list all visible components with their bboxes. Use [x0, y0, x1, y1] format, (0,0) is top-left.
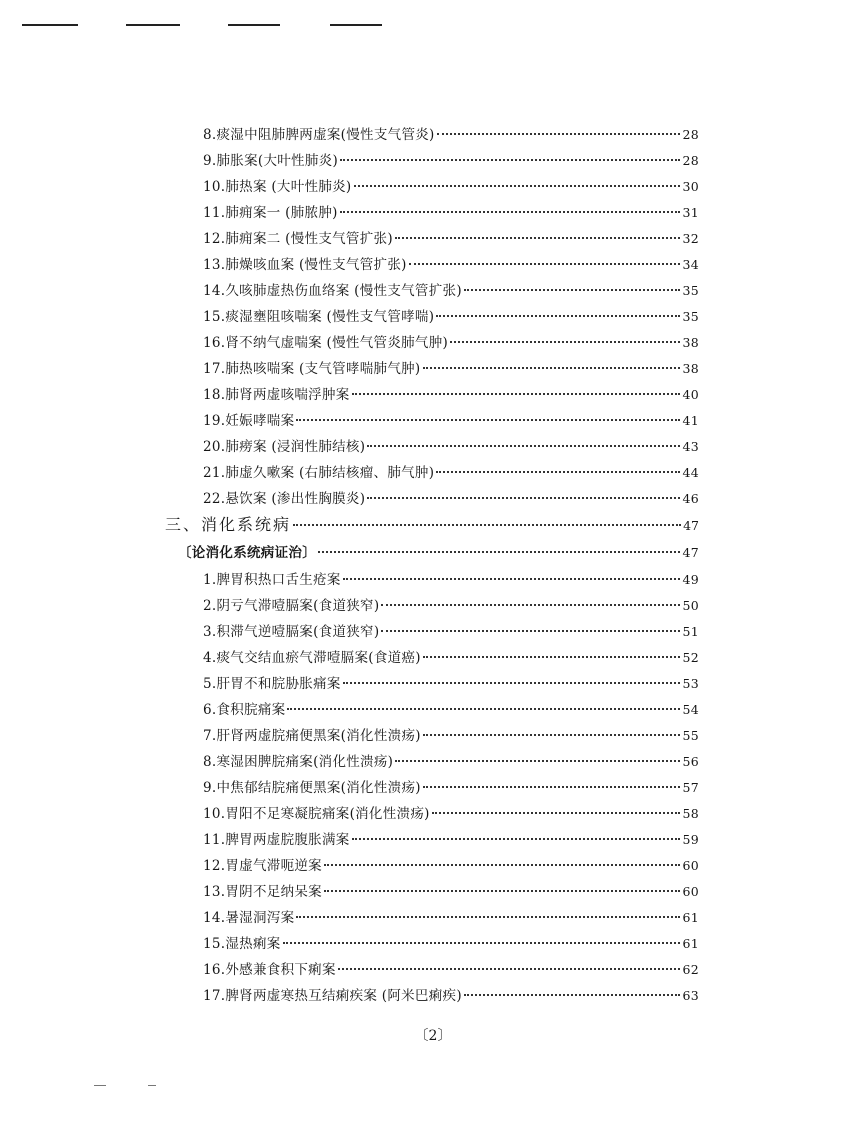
toc-entry-label: 6.食积脘痛案: [203, 702, 286, 718]
toc-entry-label: 16.肾不纳气虚喘案 (慢性气管炎肺气肿): [203, 335, 449, 351]
toc-entry-label: 13.肺燥咳血案 (慢性支气管扩张): [203, 257, 407, 273]
toc-entry[interactable]: [203, 386, 699, 404]
toc-entry[interactable]: [203, 831, 699, 849]
toc-entry-label: 20.肺痨案 (浸润性肺结核): [203, 439, 366, 455]
toc-entry[interactable]: [203, 126, 699, 144]
toc-entry[interactable]: [203, 204, 699, 222]
leader-dots: [296, 915, 680, 918]
toc-entry-label: 13.胃阴不足纳呆案: [203, 884, 322, 900]
leader-dots: [423, 733, 681, 736]
toc-entry[interactable]: [203, 883, 699, 901]
toc-entry[interactable]: [203, 438, 699, 456]
toc-entry[interactable]: [203, 987, 699, 1005]
leader-dots: [367, 444, 680, 447]
toc-entry-page: 30: [682, 179, 699, 194]
toc-entry-page: 59: [682, 832, 699, 847]
toc-entry-label: 15.痰湿壅阻咳喘案 (慢性支气管哮喘): [203, 309, 435, 325]
toc-entry-page: 46: [682, 491, 699, 506]
toc-entry-label: 11.肺痈案一 (肺脓肿): [203, 205, 338, 221]
leader-dots: [437, 132, 681, 135]
toc-entry-page: 35: [682, 283, 699, 298]
toc-entry[interactable]: [203, 675, 699, 693]
toc-entry-label: 21.肺虚久嗽案 (右肺结核瘤、肺气肿): [203, 465, 435, 481]
leader-dots: [395, 236, 681, 239]
toc-entry-page: 58: [682, 806, 699, 821]
toc-entry-page: 60: [682, 884, 699, 899]
toc-entry[interactable]: [203, 334, 699, 352]
leader-dots: [352, 837, 681, 840]
toc-entry-page: 51: [682, 624, 699, 639]
toc-entry-label: 14.暑湿洞泻案: [203, 910, 295, 926]
toc-entry[interactable]: [203, 779, 699, 797]
toc-entry-label: 10.胃阳不足寒凝脘痛案(消化性溃疡): [203, 806, 430, 822]
leader-dots: [343, 681, 681, 684]
toc-entry-page: 62: [682, 962, 699, 977]
toc-entry-label: 2.阴亏气滞噎膈案(食道狭窄): [203, 598, 380, 614]
leader-dots: [436, 314, 680, 317]
toc-entry-page: 50: [682, 598, 699, 613]
leader-dots: [354, 184, 681, 187]
toc-entry-label: 〔论消化系统病证治〕: [178, 545, 316, 561]
toc-entry-page: 47: [682, 545, 699, 560]
toc-entry-label: 4.痰气交结血瘀气滞噎膈案(食道癌): [203, 650, 421, 666]
toc-subsection-heading[interactable]: [178, 544, 699, 562]
leader-dots: [352, 392, 681, 395]
toc-entry-page: 55: [682, 728, 699, 743]
toc-entry-page: 57: [682, 780, 699, 795]
toc-entry[interactable]: [203, 464, 699, 482]
toc-entry[interactable]: [203, 623, 699, 641]
toc-entry-label: 16.外感兼食积下痢案: [203, 962, 336, 978]
leader-dots: [367, 496, 680, 499]
leader-dots: [287, 707, 680, 710]
leader-dots: [293, 523, 681, 526]
toc-entry[interactable]: [203, 178, 699, 196]
leader-dots: [381, 603, 680, 606]
toc-entry-label: 11.脾胃两虚脘腹胀满案: [203, 832, 350, 848]
toc-entry-page: 56: [682, 754, 699, 769]
toc-entry-label: 15.湿热痢案: [203, 936, 281, 952]
toc-entry-label: 8.寒湿困脾脘痛案(消化性溃疡): [203, 754, 394, 770]
toc-entry-label: 10.肺热案 (大叶性肺炎): [203, 179, 352, 195]
toc-entry[interactable]: [203, 727, 699, 745]
leader-dots: [381, 629, 680, 632]
leader-dots: [450, 340, 680, 343]
toc-entry[interactable]: [203, 909, 699, 927]
toc-entry-label: 5.肝胃不和脘胁胀痛案: [203, 676, 341, 692]
toc-entry-page: 40: [682, 387, 699, 402]
toc-entry-label: 18.肺肾两虚咳喘浮肿案: [203, 387, 350, 403]
toc-entry-page: 41: [682, 413, 699, 428]
leader-dots: [283, 941, 681, 944]
toc-entry[interactable]: [203, 256, 699, 274]
toc-entry[interactable]: [203, 649, 699, 667]
toc-entry-label: 9.肺胀案(大叶性肺炎): [203, 153, 339, 169]
leader-dots: [464, 993, 681, 996]
leader-dots: [340, 210, 681, 213]
toc-entry-label: 9.中焦郁结脘痛便黑案(消化性溃疡): [203, 780, 421, 796]
toc-entry-page: 52: [682, 650, 699, 665]
toc-entry[interactable]: [203, 412, 699, 430]
leader-dots: [296, 418, 680, 421]
toc-entry-page: 44: [682, 465, 699, 480]
toc-entry-label: 14.久咳肺虚热伤血络案 (慢性支气管扩张): [203, 283, 462, 299]
toc-entry-label: 7.肝肾两虚脘痛便黑案(消化性溃疡): [203, 728, 421, 744]
scan-speck: [148, 1085, 156, 1086]
toc-entry[interactable]: [203, 230, 699, 248]
toc-entry-label: 17.肺热咳喘案 (支气管哮喘肺气肿): [203, 361, 421, 377]
toc-entry-page: 35: [682, 309, 699, 324]
leader-dots: [464, 288, 681, 291]
toc-entry[interactable]: [203, 308, 699, 326]
toc-entry-page: 38: [682, 361, 699, 376]
toc-entry-page: 53: [682, 676, 699, 691]
toc-entry-page: 28: [682, 127, 699, 142]
leader-dots: [324, 889, 681, 892]
toc-entry-label: 19.妊娠哮喘案: [203, 413, 295, 429]
leader-dots: [423, 785, 681, 788]
leader-dots: [324, 863, 681, 866]
toc-entry-page: 28: [682, 153, 699, 168]
toc-entry-label: 22.悬饮案 (渗出性胸膜炎): [203, 491, 366, 507]
toc-entry-page: 61: [682, 936, 699, 951]
toc-entry-page: 32: [682, 231, 699, 246]
toc-entry[interactable]: [203, 571, 699, 589]
leader-dots: [318, 550, 680, 553]
toc-entry[interactable]: [203, 961, 699, 979]
toc-entry-page: 47: [683, 518, 699, 533]
toc-entry[interactable]: [203, 360, 699, 378]
toc-entry[interactable]: [203, 805, 699, 823]
toc-entry-label: 三、消化系统病: [165, 515, 292, 534]
leader-dots: [423, 655, 681, 658]
toc-entry-label: 12.胃虚气滞呃逆案: [203, 858, 322, 874]
toc-entry[interactable]: [203, 935, 699, 953]
toc-entry[interactable]: [203, 597, 699, 615]
toc-entry-page: 63: [682, 988, 699, 1003]
toc-entry-label: 3.积滞气逆噎膈案(食道狭窄): [203, 624, 380, 640]
toc-entry[interactable]: [203, 701, 699, 719]
toc-entry-page: 49: [682, 572, 699, 587]
leader-dots: [432, 811, 681, 814]
toc-entry-page: 43: [682, 439, 699, 454]
toc-entry-page: 34: [682, 257, 699, 272]
toc-entry-label: 1.脾胃积热口舌生疮案: [203, 572, 341, 588]
leader-dots: [338, 967, 681, 970]
leader-dots: [423, 366, 681, 369]
leader-dots: [340, 158, 680, 161]
page-number: 〔2〕: [414, 1028, 452, 1044]
toc-entry-label: 12.肺痈案二 (慢性支气管扩张): [203, 231, 393, 247]
leader-dots: [343, 577, 681, 580]
leader-dots: [436, 470, 680, 473]
toc-entry[interactable]: [203, 152, 699, 170]
toc-entry-label: 8.痰湿中阻肺脾两虚案(慢性支气管炎): [203, 127, 435, 143]
toc-entry[interactable]: [203, 282, 699, 300]
toc-entry[interactable]: [203, 857, 699, 875]
toc-entry-page: 31: [682, 205, 699, 220]
toc-entry[interactable]: [203, 490, 699, 508]
toc-entry-page: 61: [682, 910, 699, 925]
toc-section-heading[interactable]: [165, 516, 699, 535]
toc-entry-page: 60: [682, 858, 699, 873]
toc-entry-label: 17.脾肾两虚寒热互结痢疾案 (阿米巴痢疾): [203, 988, 462, 1004]
toc-entry[interactable]: [203, 753, 699, 771]
scan-speck: [94, 1085, 106, 1086]
toc-entry-page: 54: [682, 702, 699, 717]
toc-entry-page: 38: [682, 335, 699, 350]
leader-dots: [395, 759, 680, 762]
leader-dots: [409, 262, 681, 265]
